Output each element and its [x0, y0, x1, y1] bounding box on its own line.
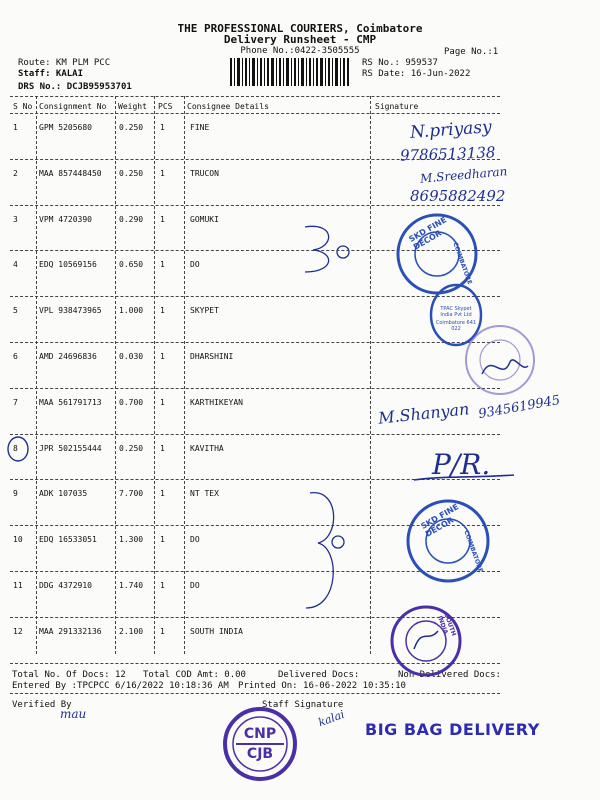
- row-consignee: KAVITHA: [190, 443, 224, 453]
- south-india-stamp: [388, 603, 464, 679]
- row-pcs: 1: [160, 123, 165, 132]
- row-pcs: 1: [160, 397, 165, 407]
- row-pcs: 1: [160, 489, 165, 499]
- row-weight: 2.100: [119, 626, 144, 636]
- row-pcs: 1: [160, 214, 165, 224]
- row-sno: 7: [13, 397, 18, 407]
- row-sno: 12: [13, 626, 23, 636]
- row-sno: 9: [13, 489, 18, 499]
- table-header-rule: [10, 113, 500, 114]
- skd-stamp-city: COIMBATORE: [451, 241, 474, 286]
- handwritten-pr-row8: P/R.: [432, 448, 491, 481]
- cnp-cjb-stamp: [222, 706, 298, 782]
- row-pcs: 1: [160, 535, 165, 545]
- rs-date: RS Date: 16-Jun-2022: [362, 69, 471, 79]
- row-consignment-no: VPL 938473965: [39, 306, 102, 316]
- handwritten-name-row1: N.priyasy: [409, 117, 493, 143]
- row-consignee: NT TEX: [190, 489, 219, 499]
- row-consignee: KARTHIKEYAN: [190, 397, 243, 407]
- row-weight: 0.650: [119, 260, 144, 270]
- row-weight: 1.300: [119, 535, 144, 545]
- row-sno: 3: [13, 214, 18, 224]
- rs-number: RS No.: 959537: [362, 58, 438, 68]
- total-docs: Total No. Of Docs: 12: [12, 670, 126, 680]
- row-sno: 10: [13, 535, 23, 545]
- row-consignee: SOUTH INDIA: [190, 626, 243, 636]
- row-consignment-no: MAA 291332136: [39, 626, 102, 636]
- tpac-stamp-name: TPAC Skypet India Pvt Ltd: [440, 306, 472, 318]
- south-india-stamp-text: SOUTH INDIA: [435, 612, 458, 637]
- row8-circle: [4, 434, 32, 464]
- bracket-scribble-rows9-11: [300, 488, 360, 618]
- row-weight: 0.030: [119, 352, 144, 361]
- row-consignment-no: MAA 857448450: [39, 168, 102, 178]
- row-consignee: DO: [190, 260, 200, 270]
- row-weight: 1.000: [119, 306, 144, 316]
- row-separator: [10, 388, 500, 389]
- total-cod: Total COD Amt: 0.00: [143, 670, 246, 680]
- bracket-scribble-rows3-4: [295, 222, 365, 277]
- row-sno: 1: [13, 123, 18, 132]
- page-number: Page No.:1: [444, 47, 499, 57]
- row-pcs: 1: [160, 168, 165, 178]
- row-sno: 4: [13, 260, 18, 270]
- skd-stamp-name: SKD FINE DECOR: [407, 215, 449, 252]
- row-pcs: 1: [160, 306, 165, 316]
- tpac-stamp-line: Coimbatore 641 022: [435, 320, 477, 332]
- header-sno: S No: [13, 102, 33, 111]
- row-pcs: 1: [160, 626, 165, 636]
- delivered-docs: Delivered Docs:: [278, 670, 360, 680]
- non-delivered-docs: Non Delivered Docs:: [398, 670, 501, 680]
- row-consignment-no: JPR 502155444: [39, 443, 102, 453]
- footer-rule-2: [10, 693, 500, 694]
- row-weight: 0.250: [119, 443, 144, 453]
- handwritten-name-row7: M.Shanyan: [377, 399, 471, 428]
- handwritten-phone-row7: 9345619945: [477, 392, 562, 423]
- handwritten-phone-row2: 8695882492: [410, 187, 506, 205]
- row-consignee: DO: [190, 535, 200, 545]
- route: Route: KM PLM PCC: [18, 58, 111, 68]
- row-pcs: 1: [160, 352, 165, 361]
- staff-initials: kalai: [316, 707, 347, 730]
- row-weight: 1.740: [119, 581, 144, 590]
- row-weight: 0.250: [119, 168, 144, 178]
- row-consignment-no: AMD 24696836: [39, 352, 97, 361]
- header-signature: Signature: [375, 102, 419, 111]
- row-pcs: 1: [160, 443, 165, 453]
- row-consignee: FINE: [190, 123, 210, 132]
- row-consignee: DHARSHINI: [190, 352, 234, 361]
- handwritten-name-row2: M.Sreedharan: [419, 164, 508, 186]
- row-consignee: TRUCON: [190, 168, 219, 178]
- row-pcs: 1: [160, 581, 165, 590]
- row-consignment-no: EDQ 16533051: [39, 535, 97, 545]
- verified-initials: mau: [60, 707, 87, 721]
- drs-number: DRS No.: DCJB95953701: [18, 82, 132, 92]
- row-pcs: 1: [160, 260, 165, 270]
- row-sno: 8: [13, 443, 18, 453]
- row-separator: [10, 342, 500, 343]
- row-separator: [10, 296, 500, 297]
- row-consignee: SKYPET: [190, 306, 219, 316]
- row-consignment-no: EDQ 10569156: [39, 260, 97, 270]
- cnp-stamp-bottom: CJB: [246, 746, 274, 762]
- header-pcs: PCS: [158, 102, 173, 111]
- entered-by: Entered By :TPCPCC 6/16/2022 10:18:36 AM: [12, 681, 229, 691]
- row-weight: 0.700: [119, 397, 144, 407]
- skd-fine-decor-stamp-2: [405, 498, 491, 584]
- row-sno: 6: [13, 352, 18, 361]
- header-consignee: Consignee Details: [187, 102, 269, 111]
- pr-underline: [410, 470, 520, 490]
- header-weight: Weight: [118, 102, 147, 111]
- printed-on: Printed On: 16-06-2022 10:35:10: [238, 681, 406, 691]
- runsheet-title: Delivery Runsheet - CMP: [223, 33, 377, 46]
- row-consignee: GOMUKI: [190, 214, 219, 224]
- row-consignee: DO: [190, 581, 200, 590]
- row-sno: 11: [13, 581, 23, 590]
- skd-stamp-city-2: COIMBATORE: [462, 529, 485, 574]
- row-weight: 0.290: [119, 214, 144, 224]
- verified-by: Verified By: [12, 700, 72, 710]
- cnp-stamp-top: CNP: [243, 726, 277, 742]
- row-consignment-no: DDG 4372910: [39, 581, 92, 590]
- phone-number: Phone No.:0422-3505555: [240, 46, 360, 56]
- row-sno: 2: [13, 168, 18, 178]
- big-bag-delivery-stamp: BIG BAG DELIVERY: [365, 720, 540, 739]
- row-consignment-no: VPM 4720390: [39, 214, 92, 224]
- header-consignment: Consignment No: [39, 102, 107, 111]
- courier-company-title: THE PROFESSIONAL COURIERS, Coimbatore: [177, 22, 423, 35]
- row-separator: [10, 434, 500, 435]
- row-consignment-no: ADK 107035: [39, 489, 88, 499]
- staff-name: Staff: KALAI: [18, 69, 84, 79]
- table-top-rule: [10, 96, 500, 97]
- row-weight: 0.250: [119, 123, 144, 132]
- row-weight: 7.700: [119, 489, 144, 499]
- handwritten-phone-row1: 9786513138: [399, 143, 496, 165]
- skd-stamp-name-2: SKD FINE DECOR: [419, 502, 461, 539]
- row-consignment-no: GPM 5205680: [39, 123, 92, 132]
- barcode: [230, 58, 350, 86]
- purple-company-stamp: [462, 322, 538, 398]
- row-consignment-no: MAA 561791713: [39, 397, 102, 407]
- row-sno: 5: [13, 306, 18, 316]
- staff-signature: Staff Signature: [262, 700, 344, 710]
